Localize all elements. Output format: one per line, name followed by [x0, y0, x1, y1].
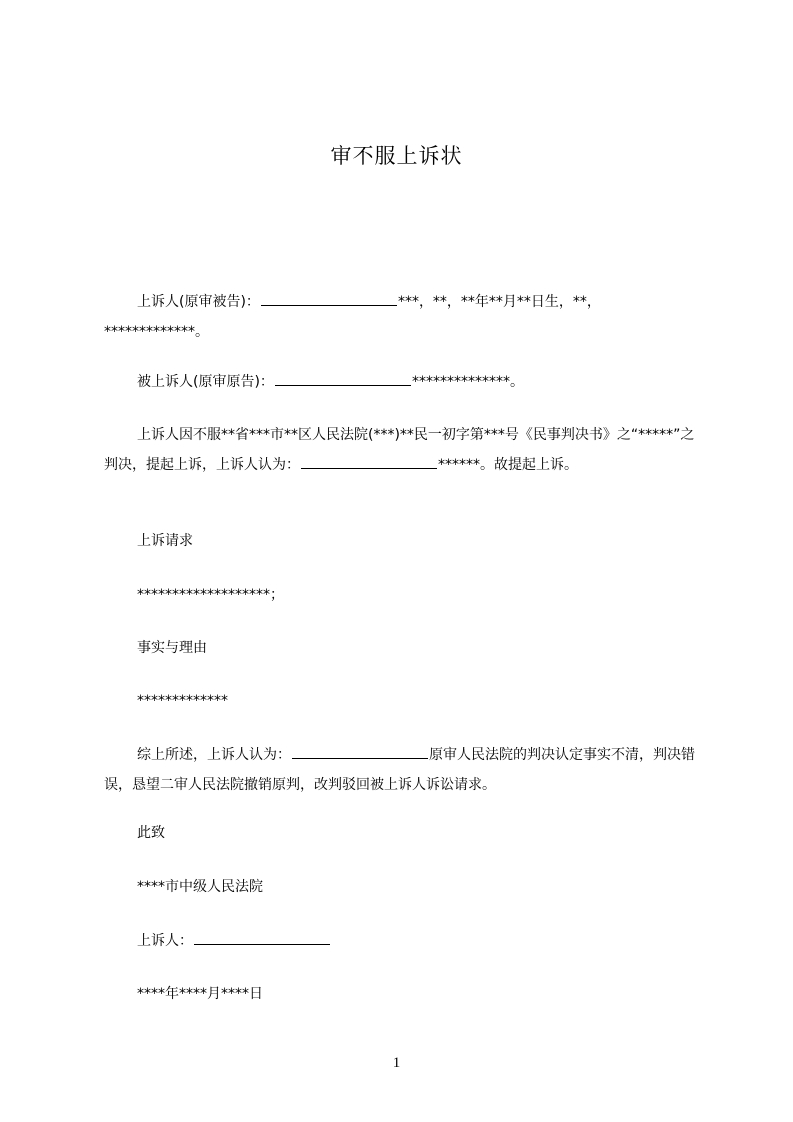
summary-text-end: 原审人民法院的判决认定事实不清，判决错误，恳望二审人民法院撤销原判，改判驳回被上诉人诉讼请求。	[104, 747, 695, 793]
signature-blank	[194, 929, 330, 945]
appellee-name-blank	[275, 370, 411, 386]
appellee-details: **************。	[411, 374, 524, 390]
claims-heading: 上诉请求	[137, 533, 193, 549]
facts-heading: 事实与理由	[137, 640, 207, 656]
signature-line	[104, 926, 698, 956]
intro-text: 上诉人因不服**省***市**区人民法院(***)**民一初字第***号《民事判决书》之“*****”之判决，提起上诉，上诉人认为：	[104, 427, 695, 473]
facts-text: *************	[137, 693, 228, 709]
appellant-details: ***，**，**年**月**日生，**，*************。	[104, 294, 601, 340]
document-date: ****年****月****日	[137, 986, 263, 1002]
summary-paragraph	[104, 740, 698, 800]
appellee-paragraph	[104, 367, 698, 397]
salutation: 此致	[137, 825, 165, 841]
page-number: 1	[392, 1055, 401, 1071]
document-title: 审不服上诉状	[330, 144, 463, 168]
appellant-paragraph	[104, 287, 698, 347]
appellant-name-blank	[261, 290, 397, 306]
intro-text-end: ******。故提起上诉。	[438, 457, 578, 473]
appellant-label: 上诉人(原审被告)：	[137, 294, 260, 310]
summary-opinion-blank	[292, 743, 428, 759]
intro-paragraph	[104, 420, 698, 480]
summary-text: 综上所述，上诉人认为：	[137, 747, 291, 763]
signature-label: 上诉人：	[137, 933, 193, 949]
court-name: ****市中级人民法院	[137, 879, 263, 895]
claims-text: *******************；	[137, 587, 284, 603]
intro-opinion-blank	[301, 453, 437, 469]
appellee-label: 被上诉人(原审原告)：	[137, 374, 274, 390]
